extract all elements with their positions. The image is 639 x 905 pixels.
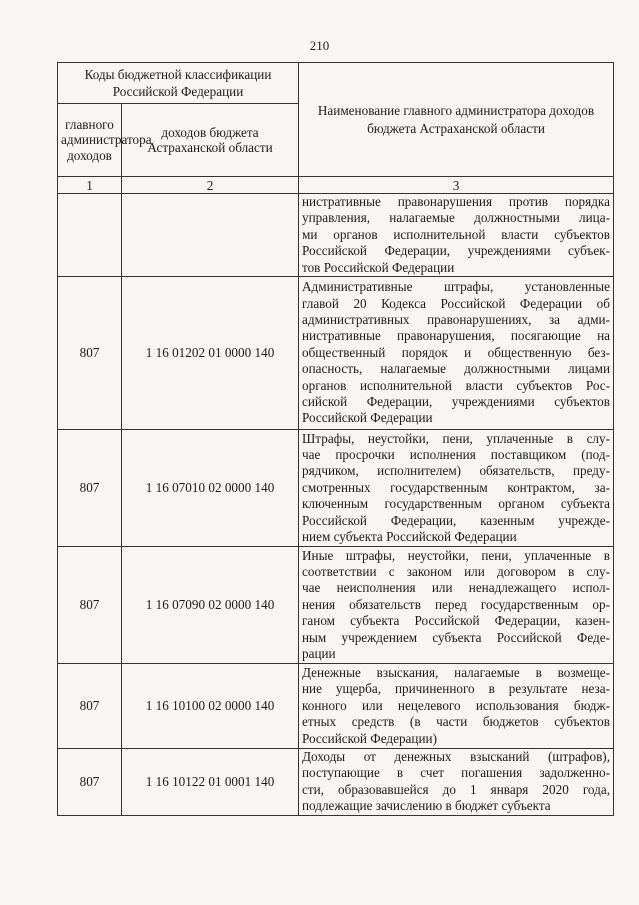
description-line: нистративные правонарушения против порядка (302, 194, 610, 209)
description-cell (299, 277, 614, 430)
income-code-cell (122, 194, 299, 277)
description-line: смотренных государственным контрактом, за- (302, 479, 610, 495)
column-number-2: 2 (122, 177, 299, 194)
description-line: общественный порядок и общественную без- (302, 344, 610, 360)
description-line: Иные штрафы, неустойки, пени, уплаченные в (302, 547, 610, 563)
description-line: нения обязательств перед государственным ор- (302, 596, 610, 612)
admin-code-cell: 807 (58, 430, 122, 547)
admin-code-cell (58, 194, 122, 277)
description-line: етных средств (в части бюджетов субъектов (302, 714, 610, 730)
description-line: подлежащие зачислению в бюджет субъекта (302, 798, 551, 814)
admin-code-cell: 807 (58, 664, 122, 749)
description-line: Денежные взыскания, налагаемые в возмеще- (302, 665, 610, 681)
description-line: тов Российской Федерации (302, 259, 455, 275)
table-row (58, 430, 614, 547)
table-row (58, 547, 614, 664)
description-line: нием субъекта Российской Федерации (302, 529, 517, 545)
budget-classification-table (57, 62, 614, 816)
income-code-cell: 1 16 07010 02 0000 140 (122, 430, 299, 547)
description-line: рядчиком, исполнителем) обязательств, преду- (302, 463, 610, 479)
description-line: конного или нецелевого использования бюдж- (302, 697, 610, 713)
income-code-cell: 1 16 01202 01 0000 140 (122, 277, 299, 430)
table-row (58, 194, 614, 277)
description-line: Штрафы, неустойки, пени, уплаченные в слу- (302, 430, 610, 446)
description-line: управления, налагаемые должностными лица- (302, 210, 610, 226)
description-line: Административные штрафы, установленные (302, 279, 610, 295)
admin-code-cell: 807 (58, 749, 122, 816)
page-number: 210 (309, 38, 330, 53)
description-line: опасность, налагаемые должностными лицами (302, 361, 610, 377)
table-row (58, 277, 614, 430)
column-number-1: 1 (58, 177, 122, 194)
header-income-column: доходов бюджета Астраханской области (122, 104, 299, 177)
description-line: ным учреждением субъекта Российской Феде- (302, 629, 610, 645)
description-line: административных правонарушениях, за адми- (302, 312, 610, 328)
description-cell (299, 664, 614, 749)
description-line: нистративные правонарушения, посягающие на (302, 328, 610, 344)
description-cell (299, 547, 614, 664)
header-name-column: Наименование главного администратора доходов бюджета Астраханской области (299, 63, 614, 177)
description-cell (299, 430, 614, 547)
description-line: Российской Федерации, учреждениями субъек- (302, 243, 610, 259)
description-line: соответствии с законом или договором в слу- (302, 564, 610, 580)
description-cell (299, 194, 614, 277)
description-cell (299, 749, 614, 816)
description-line: ганом субъекта Российской Федерации, казен- (302, 613, 610, 629)
table-row (58, 749, 614, 816)
header-group-title: Коды бюджетной классификации Российской Федерации (58, 63, 299, 104)
admin-code-cell: 807 (58, 547, 122, 664)
description-line: Российской Федерации, казенным учрежде- (302, 512, 610, 528)
description-line: Российской Федерации (302, 410, 433, 426)
header-admin-column: главного администратора доходов (58, 104, 122, 177)
description-line: ми органов исполнительной власти субъектов (302, 226, 610, 242)
column-number-3: 3 (299, 177, 614, 194)
description-line: чае просрочки исполнения поставщиком (под- (302, 447, 610, 463)
description-line: сийской Федерации, учреждениями субъектов (302, 394, 610, 410)
description-line: главой 20 Кодекса Российской Федерации об (302, 295, 610, 311)
description-line: органов исполнительной власти субъектов Рос- (302, 377, 610, 393)
income-code-cell: 1 16 10100 02 0000 140 (122, 664, 299, 749)
income-code-cell: 1 16 10122 01 0001 140 (122, 749, 299, 816)
admin-code-cell: 807 (58, 277, 122, 430)
description-line: ключенным государственным органом субъекта (302, 496, 610, 512)
description-line: Доходы от денежных взысканий (штрафов), (302, 749, 610, 765)
description-line: чае неисполнения или ненадлежащего испол- (302, 580, 610, 596)
income-code-cell: 1 16 07090 02 0000 140 (122, 547, 299, 664)
description-line: ние ущерба, причиненного в результате неза- (302, 681, 610, 697)
description-line: Российской Федерации) (302, 730, 437, 746)
description-line: рации (302, 646, 336, 662)
table-row (58, 664, 614, 749)
description-line: поступающие в счет погашения задолженно- (302, 765, 610, 781)
description-line: сти, образовавшейся до 1 января 2020 года, (302, 781, 610, 797)
